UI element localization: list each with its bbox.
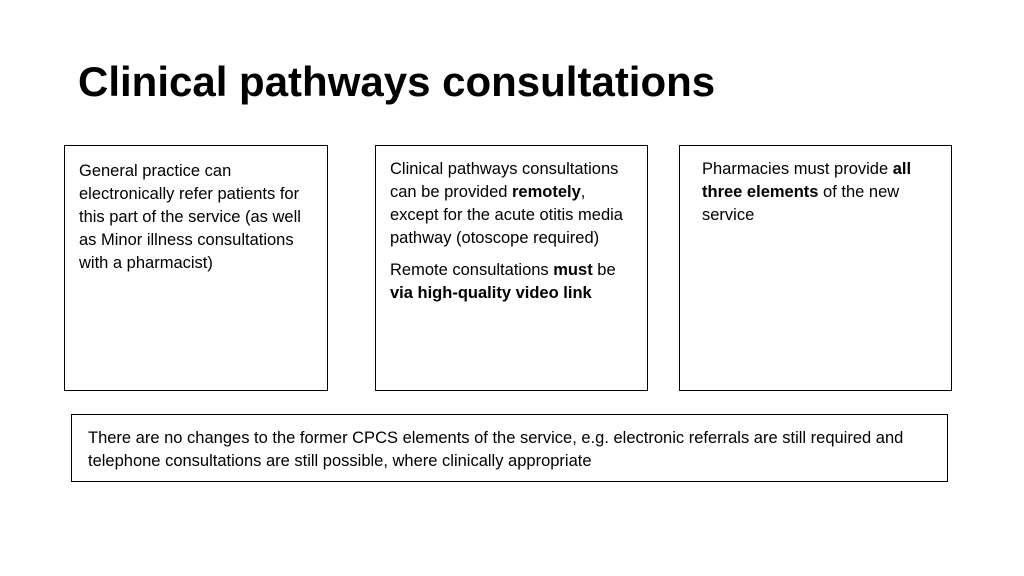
cpcs-note-box	[71, 414, 948, 482]
remote-provision-text-end: , except for the acute otitis media pathway (otoscope required)	[390, 183, 623, 247]
remote-provision-text-start: Clinical pathways consultations can be provided	[390, 160, 619, 201]
video-link-text-mid: be	[592, 261, 616, 279]
gp-referral-text: General practice can electronically refer patients for this part of the service (as well as Minor illness consultations with a pharmacist)	[79, 162, 301, 272]
three-elements-text-start: Pharmacies must provide	[702, 160, 893, 178]
remote-provision-emphasis: remotely	[512, 183, 581, 201]
three-elements-emphasis: all three elements	[702, 160, 912, 201]
three-elements-box	[679, 145, 952, 391]
remote-provision-paragraph	[390, 158, 637, 250]
video-link-text-start: Remote consultations	[390, 261, 554, 279]
three-elements-paragraph	[702, 158, 941, 227]
video-link-emphasis: via high-quality video link	[390, 284, 592, 302]
video-link-paragraph	[390, 259, 637, 305]
gp-referral-box	[64, 145, 328, 391]
slide-title: Clinical pathways consultations	[78, 58, 716, 105]
three-elements-text-end: of the new service	[702, 183, 900, 224]
remote-consultation-box	[375, 145, 648, 391]
cpcs-note-text: There are no changes to the former CPCS elements of the service, e.g. electronic referrals are still required and telephone consultations are still possible, where clinically appropriate	[88, 429, 904, 470]
video-link-must: must	[553, 261, 593, 279]
